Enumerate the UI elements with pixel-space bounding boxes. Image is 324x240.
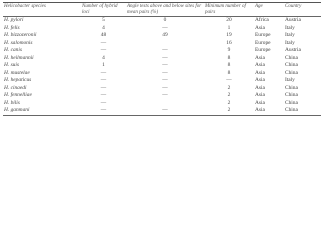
table-row <box>3 92 321 100</box>
table-row <box>3 47 321 55</box>
table-cell: Asia <box>255 77 265 83</box>
table-cell: Italy <box>285 77 295 83</box>
table-cell: H. hepaticus <box>4 77 32 83</box>
table-cell: China <box>285 84 298 91</box>
table-cell: Asia <box>255 92 265 98</box>
table-cell: H. felis <box>4 24 20 31</box>
table-body <box>3 17 321 116</box>
table-cell: 9 <box>227 47 231 53</box>
table-cell: Italy <box>285 24 295 31</box>
table-header <box>3 3 321 17</box>
table-cell: H. salomonis <box>4 39 33 46</box>
table-cell: 19 <box>226 32 232 38</box>
table-cell: — <box>226 77 232 83</box>
table-cell: 4 <box>102 54 105 61</box>
table-cell: — <box>162 84 168 91</box>
table-cell: H. cinaedi <box>4 84 27 91</box>
table-row <box>3 70 321 78</box>
table-cell: 20 <box>226 17 232 23</box>
table-cell: China <box>285 92 298 98</box>
table-cell <box>126 40 204 48</box>
table-row <box>3 25 321 33</box>
table-cell: Asia <box>254 107 284 115</box>
table-cell: Europe <box>255 32 271 38</box>
table-row <box>3 62 321 70</box>
table-cell: H. mustelae <box>4 69 30 76</box>
table-cell: 2 <box>227 84 231 91</box>
table-cell: — <box>100 77 107 83</box>
table-cell: — <box>162 24 168 31</box>
table-cell: — <box>100 99 107 106</box>
data-table <box>3 2 321 116</box>
table-cell: China <box>284 107 321 115</box>
table-cell: China <box>285 99 298 106</box>
table-cell: Austria <box>285 17 301 23</box>
table-cell: — <box>162 62 168 68</box>
table-cell: 8 <box>227 69 231 76</box>
table-cell: 1 <box>227 24 231 31</box>
table-cell: Asia <box>255 54 265 61</box>
table-cell: China <box>285 54 298 61</box>
table-cell: — <box>162 54 168 61</box>
table-cell: 48 <box>100 32 107 38</box>
table-cell: — <box>162 47 168 53</box>
table-cell: China <box>285 69 298 76</box>
table-row <box>3 107 321 115</box>
table-cell: 2 <box>227 99 231 106</box>
table-row <box>3 100 321 108</box>
table-row <box>3 77 321 85</box>
table-cell: 8 <box>227 62 231 68</box>
table-cell: — <box>162 69 168 76</box>
table-cell: — <box>81 107 126 115</box>
table-cell: — <box>162 92 168 98</box>
column-header: Country <box>284 3 321 17</box>
table-container <box>3 2 321 116</box>
table-cell: — <box>100 84 107 91</box>
column-header: Age <box>254 3 284 17</box>
table-cell: — <box>100 92 107 98</box>
table-row <box>3 85 321 93</box>
table-cell: H. bilis <box>4 99 20 106</box>
table-cell: H. heilmannii <box>4 54 34 61</box>
table-cell: — <box>100 69 107 76</box>
table-cell: Asia <box>255 99 265 106</box>
table-row <box>3 32 321 40</box>
table-cell: H. canis <box>4 47 22 53</box>
table-cell: H. suis <box>4 62 19 68</box>
table-cell: 5 <box>102 17 105 23</box>
table-cell: Europe <box>255 39 271 46</box>
table-row <box>3 17 321 25</box>
column-header: Helicobacter species <box>3 3 81 17</box>
column-header: Angle tests above and below sites for mean pairs (%) <box>126 3 204 17</box>
table-cell: H. pylori <box>4 17 24 23</box>
table-cell: 4 <box>102 24 105 31</box>
table-cell: — <box>100 39 107 46</box>
table-cell: Asia <box>255 62 265 68</box>
table-cell: 2 <box>204 107 254 115</box>
table-row <box>3 55 321 63</box>
table-cell <box>126 100 204 108</box>
table-cell: — <box>126 107 204 115</box>
table-cell: Austria <box>285 47 301 53</box>
table-cell: Asia <box>255 84 265 91</box>
table-cell: — <box>162 77 168 83</box>
table-cell: Italy <box>285 32 295 38</box>
table-cell: Europe <box>255 47 271 53</box>
table-cell: 8 <box>227 54 231 61</box>
table-cell: H. bizzozeronii <box>4 32 37 38</box>
table-cell: 1 <box>102 62 105 68</box>
table-cell: Italy <box>285 39 295 46</box>
column-header: Number of hybrid loci <box>81 3 126 17</box>
table-cell: China <box>285 62 298 68</box>
table-cell: H. fennelliae <box>4 92 32 98</box>
table-cell: Asia <box>255 69 265 76</box>
table-cell: Africa <box>255 17 269 23</box>
column-header: Minimum number of pairs <box>204 3 254 17</box>
table-cell: Asia <box>255 24 265 31</box>
table-row <box>3 40 321 48</box>
table-cell: — <box>100 47 107 53</box>
table-cell: 49 <box>162 32 168 38</box>
table-cell: 16 <box>226 39 232 46</box>
table-cell: H. ganmani <box>3 107 81 115</box>
table-cell: 0 <box>163 17 167 23</box>
table-cell: 2 <box>227 92 231 98</box>
header-row <box>3 3 321 17</box>
